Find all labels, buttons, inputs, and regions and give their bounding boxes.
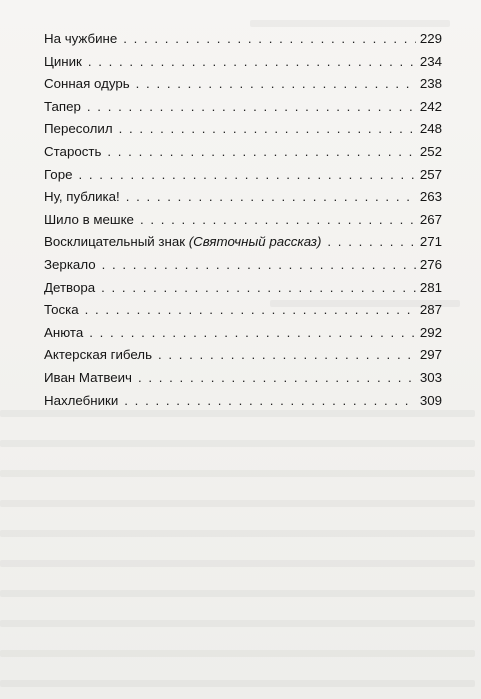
toc-entry-page: 271 [419, 234, 442, 250]
dot-leader [123, 28, 416, 51]
toc-entry[interactable] [44, 322, 442, 345]
toc-entry-page: 292 [419, 324, 442, 340]
dot-leader [136, 73, 416, 96]
toc-entry[interactable] [44, 209, 442, 232]
toc-entry[interactable] [44, 73, 442, 96]
toc-entry[interactable] [44, 164, 442, 187]
toc-entry[interactable] [44, 96, 442, 119]
toc-entry-title: Нахлебники [44, 392, 119, 408]
toc-entry-page: 248 [419, 121, 442, 137]
toc-entry[interactable] [44, 367, 442, 390]
toc-entry-page: 276 [419, 256, 442, 272]
toc-entry-page: 303 [419, 369, 442, 385]
toc-entry-title: Шило в мешке [44, 211, 134, 227]
toc-entry-page: 267 [419, 211, 442, 227]
toc-entry-title: Актерская гибель [44, 347, 152, 363]
toc-entry-page: 234 [419, 53, 442, 69]
toc-entry-title: Зеркало [44, 256, 96, 272]
toc-entry-title: Старость [44, 143, 102, 159]
toc-entry[interactable] [44, 344, 442, 367]
toc-entry-title: Анюта [44, 324, 84, 340]
toc-entry-title: Тапер [44, 98, 81, 114]
toc-entry-title: Восклицательный знак (Святочный рассказ) [44, 234, 322, 250]
toc-entry-title: Иван Матвеич [44, 369, 132, 385]
dot-leader [124, 390, 416, 413]
toc-entry-page: 252 [419, 143, 442, 159]
table-of-contents [44, 28, 442, 412]
dot-leader [126, 186, 416, 209]
toc-entry[interactable] [44, 299, 442, 322]
toc-entry[interactable] [44, 277, 442, 300]
toc-entry-title: Пересолил [44, 121, 113, 137]
dot-leader [158, 344, 416, 367]
dot-leader [101, 277, 416, 300]
toc-entry-page: 287 [419, 302, 442, 318]
toc-entry[interactable] [44, 231, 442, 254]
toc-entry-page: 229 [419, 31, 442, 46]
dot-leader [79, 164, 416, 187]
dot-leader [107, 141, 415, 164]
dot-leader [138, 367, 416, 390]
toc-entry[interactable] [44, 141, 442, 164]
dot-leader [87, 96, 416, 119]
toc-entry-title: Детвора [44, 279, 96, 295]
toc-entry-page: 309 [419, 392, 442, 408]
toc-entry-title: Ну, публика! [44, 189, 120, 205]
dot-leader [140, 209, 416, 232]
toc-entry-title: Сонная одурь [44, 76, 130, 92]
toc-entry[interactable] [44, 390, 442, 413]
toc-entry[interactable] [44, 28, 442, 51]
toc-entry-title: Тоска [44, 302, 79, 318]
toc-entry-page: 263 [419, 189, 442, 205]
toc-entry-page: 281 [419, 279, 442, 295]
dot-leader [102, 254, 416, 277]
toc-entry-subtitle: (Святочный рассказ) [188, 234, 322, 250]
toc-entry-title: На чужбине [44, 31, 118, 46]
toc-entry-page: 257 [419, 166, 442, 182]
toc-entry[interactable] [44, 186, 442, 209]
dot-leader [85, 299, 416, 322]
toc-entry-page: 238 [419, 76, 442, 92]
toc-entry-title: Горе [44, 166, 73, 182]
dot-leader [327, 231, 415, 254]
toc-entry[interactable] [44, 118, 442, 141]
dot-leader [88, 51, 416, 74]
toc-entry[interactable] [44, 51, 442, 74]
toc-entry-page: 242 [419, 98, 442, 114]
toc-entry[interactable] [44, 254, 442, 277]
toc-entry-title: Циник [44, 53, 82, 69]
dot-leader [89, 322, 416, 345]
dot-leader [119, 118, 416, 141]
toc-entry-page: 297 [419, 347, 442, 363]
